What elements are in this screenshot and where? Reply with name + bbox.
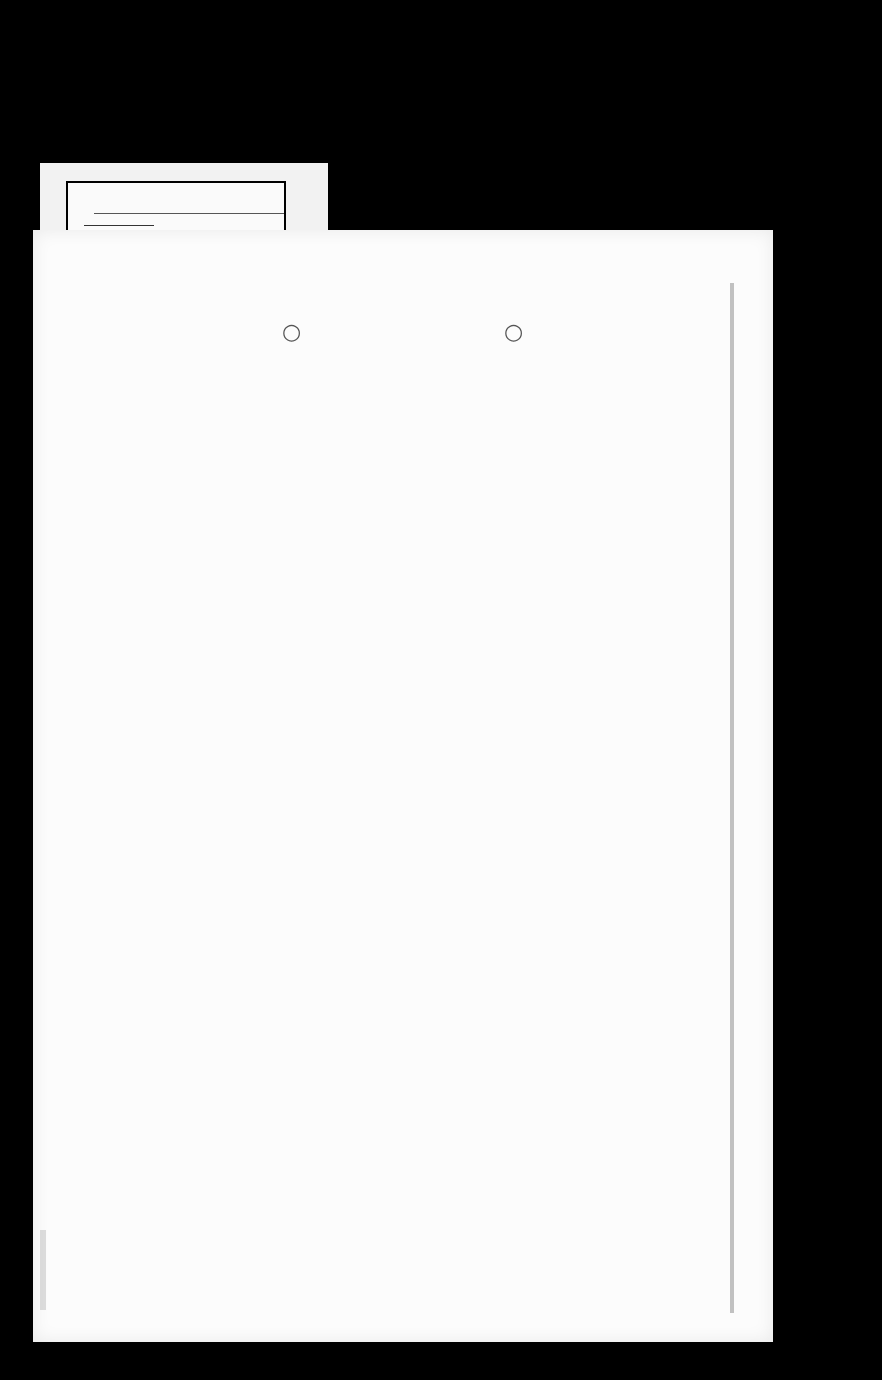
stamp-divider: [94, 213, 284, 214]
declassification-stamp: [66, 181, 286, 233]
punch-hole-mark: ○: [504, 320, 524, 345]
stamp-by-line: [84, 225, 154, 226]
document-page: [33, 230, 773, 1342]
punch-hole-mark: ○: [282, 320, 302, 345]
item-2-heading: [108, 458, 125, 486]
item-1-heading: [108, 377, 125, 405]
page-edge-mark: [40, 1230, 46, 1310]
page-edge-shadow: [730, 283, 734, 1313]
frame-number: [518, 78, 685, 130]
